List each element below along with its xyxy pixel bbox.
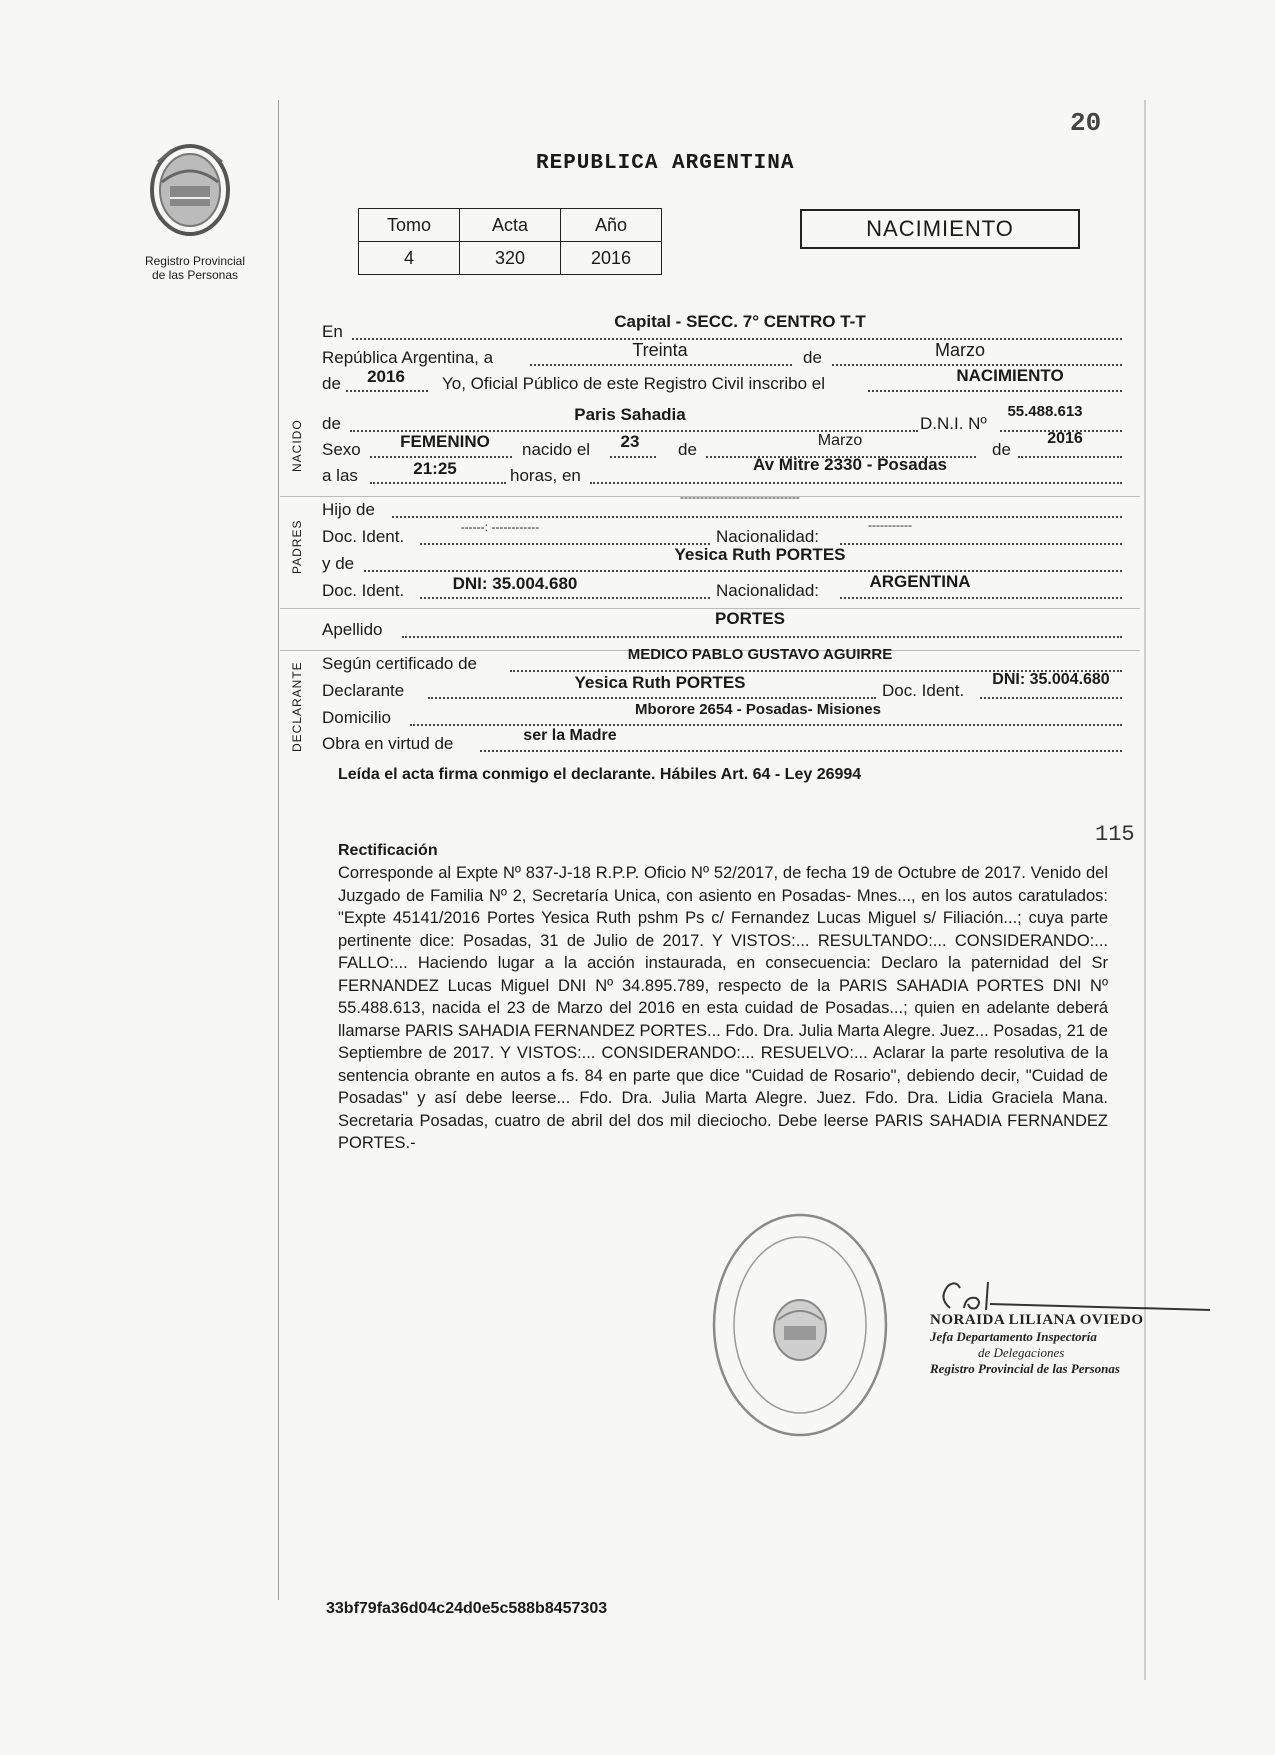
signer-title-1: Jefa Departamento Inspectoría [930,1329,1097,1344]
horas-label: horas, en [510,466,581,485]
dotted-line [410,724,1122,726]
dotted-line [346,390,428,392]
declarante-value: Yesica Ruth PORTES [574,673,746,692]
certificado-value: MEDICO PABLO GUSTAVO AGUIRRE [627,646,893,663]
alas-label: a las [322,466,358,485]
de4-label: de [678,440,697,459]
province-seal-icon [140,142,240,242]
registry-label-line-1: Registro Provincial [144,254,246,268]
dni-label: D.N.I. Nº [920,414,987,433]
oficial-text: Yo, Oficial Público de este Registro Civil inscribo el [442,374,825,393]
mes-value: Marzo [934,340,985,360]
dotted-line [868,390,1122,392]
de3-label: de [322,414,341,433]
lugar-value: Av Mitre 2330 - Posadas [752,455,947,474]
apellido-value: PORTES [715,609,785,628]
anio-header: Año [561,209,662,242]
nacido-dia-value: 23 [620,432,640,451]
nac2-value: ARGENTINA [869,572,971,591]
domicilio-value: Mborore 2654 - Posadas- Misiones [635,701,881,718]
sexo-value: FEMENINO [400,432,490,451]
doc3-value: DNI: 35.004.680 [992,671,1110,688]
nacido-label: nacido el [522,440,591,459]
en-label: En [322,322,343,341]
yde-label: y de [322,554,355,573]
tomo-header: Tomo [359,209,460,242]
certificado-label: Según certificado de [322,654,477,673]
anio-value: 2016 [561,242,662,275]
dotted-line [590,482,1122,484]
signer-name: NORAIDA LILIANA OVIEDO [930,1312,1144,1328]
dotted-line [840,543,1122,545]
doc2-label: Doc. Ident. [322,581,405,600]
apellido-label: Apellido [322,620,383,639]
tomo-value: 4 [359,242,460,275]
signer-title-2: de Delegaciones [978,1345,1065,1360]
acta-value: 320 [460,242,561,275]
declarante-label: Declarante [322,681,405,700]
doc2-value: DNI: 35.004.680 [452,574,578,593]
nac1-label: Nacionalidad: [716,527,820,546]
dotted-line [428,697,876,699]
de5-label: de [992,440,1011,459]
domicilio-label: Domicilio [322,708,391,727]
dni-value: 55.488.613 [1007,403,1083,420]
de-label: de [803,348,822,367]
registry-label-line-2: de las Personas [151,268,239,282]
declarante-side-label: DECLARANTE [290,661,304,752]
record-number-table [358,208,662,275]
dotted-line [610,456,656,458]
en-value: Capital - SECC. 7° CENTRO T-T [614,312,866,331]
dotted-line [840,597,1122,599]
dotted-line [1018,456,1122,458]
hijo-label: Hijo de [322,500,375,519]
hora-value: 21:25 [413,459,457,478]
right-margin-line [1144,100,1146,1680]
republica-label: República Argentina, a [322,348,494,367]
dotted-line [480,750,1122,752]
obra-value: ser la Madre [523,727,617,744]
doc3-label: Doc. Ident. [882,681,965,700]
nac2-label: Nacionalidad: [716,581,820,600]
doc1-value: ------: ------------ [460,520,540,534]
anio-value: 2016 [367,367,405,386]
rectificacion-title: Rectificación [338,842,438,859]
madre-value: Yesica Ruth PORTES [674,545,846,564]
nac1-value: ----------- [868,518,912,532]
signer-title-3: Registro Provincial de las Personas [930,1361,1120,1376]
de2-label: de [322,374,341,393]
document-hash: 33bf79fa36d04c24d0e5c588b8457303 [326,1600,608,1617]
dotted-line [402,636,1122,638]
dotted-line [980,697,1122,699]
nacido-anio-value: 2016 [1047,430,1083,447]
dotted-line [420,597,710,599]
leida-statement: Leída el acta firma conmigo el declarante. Hábiles Art. 64 - Ley 26994 [338,766,862,783]
record-type-box: NACIMIENTO [800,209,1080,249]
page-number: 20 [1070,108,1102,138]
sexo-label: Sexo [322,440,361,459]
acta-header: Acta [460,209,561,242]
dia-value: Treinta [632,340,688,360]
padres-side-label: PADRES [290,519,304,574]
nacido-side-label: NACIDO [290,419,304,472]
dotted-line [530,364,792,366]
obra-label: Obra en virtud de [322,734,454,753]
doc1-label: Doc. Ident. [322,527,405,546]
registry-label [120,254,270,282]
page-title: REPUBLICA ARGENTINA [536,152,795,175]
dotted-line [370,456,512,458]
dotted-line [364,570,1122,572]
nacido-mes-value: Marzo [817,432,863,449]
signature-block [930,1278,1150,1377]
margin-number: 115 [1095,822,1135,847]
nombre-value: Paris Sahadia [574,405,686,424]
dotted-line [392,516,1122,518]
inscribo-value: NACIMIENTO [956,366,1064,385]
rectificacion-text: Corresponde al Expte Nº 837-J-18 R.P.P. Oficio Nº 52/2017, de fecha 19 de Octubre de 2017. Venido del Juzgado de Familia Nº 2, Secretaría Unica, con asiento en Posadas- Mnes..., en los autos caratulados: "Expte 45141/2016 Portes Yesica Ruth pshm Ps c/ Fernandez Lucas Miguel s/ Filiación...; cuya parte pertinente dice: Posadas, 31 de Julio de 2017. Y VISTOS:... RESULTANDO:... CONSIDERANDO:... FALLO:... Haciendo lugar a la acción instaurada, en consecuencia: Declaro la paternidad del Sr FERNANDEZ Lucas Miguel DNI Nº 34.895.789, respecto de la PARIS SAHADIA PORTES DNI Nº 55.488.613, nacida el 23 de Marzo del 2016 en esta cuidad de Posadas...; quien en adelante deberá llamarse PARIS SAHADIA FERNANDEZ PORTES... Fdo. Dra. Julia Marta Alegre. Juez... Posadas, 21 de Septiembre de 2017. Y VISTOS:... CONSIDERANDO:... RESUELVO:... Aclarar la parte resolutiva de la sentencia obrante en autos a fs. 84 en parte que dice "Cuidad de Rosario", debiendo decir, "Cuidad de Posadas" y así debe leerse... Fdo. Dra. Julia Marta Alegre. Juez. Fdo. Dra. Lidia Graciela Mana. Secretaria Posadas, cuatro de abril del dos mil dieciocho. Debe leerse PARIS SAHADIA FERNANDEZ PORTES.- [338,864,1108,1152]
left-margin-line [278,100,279,1600]
hijo-value: ------------------------------ [680,490,800,504]
official-stamp-icon [710,1210,890,1440]
dotted-line [370,482,506,484]
